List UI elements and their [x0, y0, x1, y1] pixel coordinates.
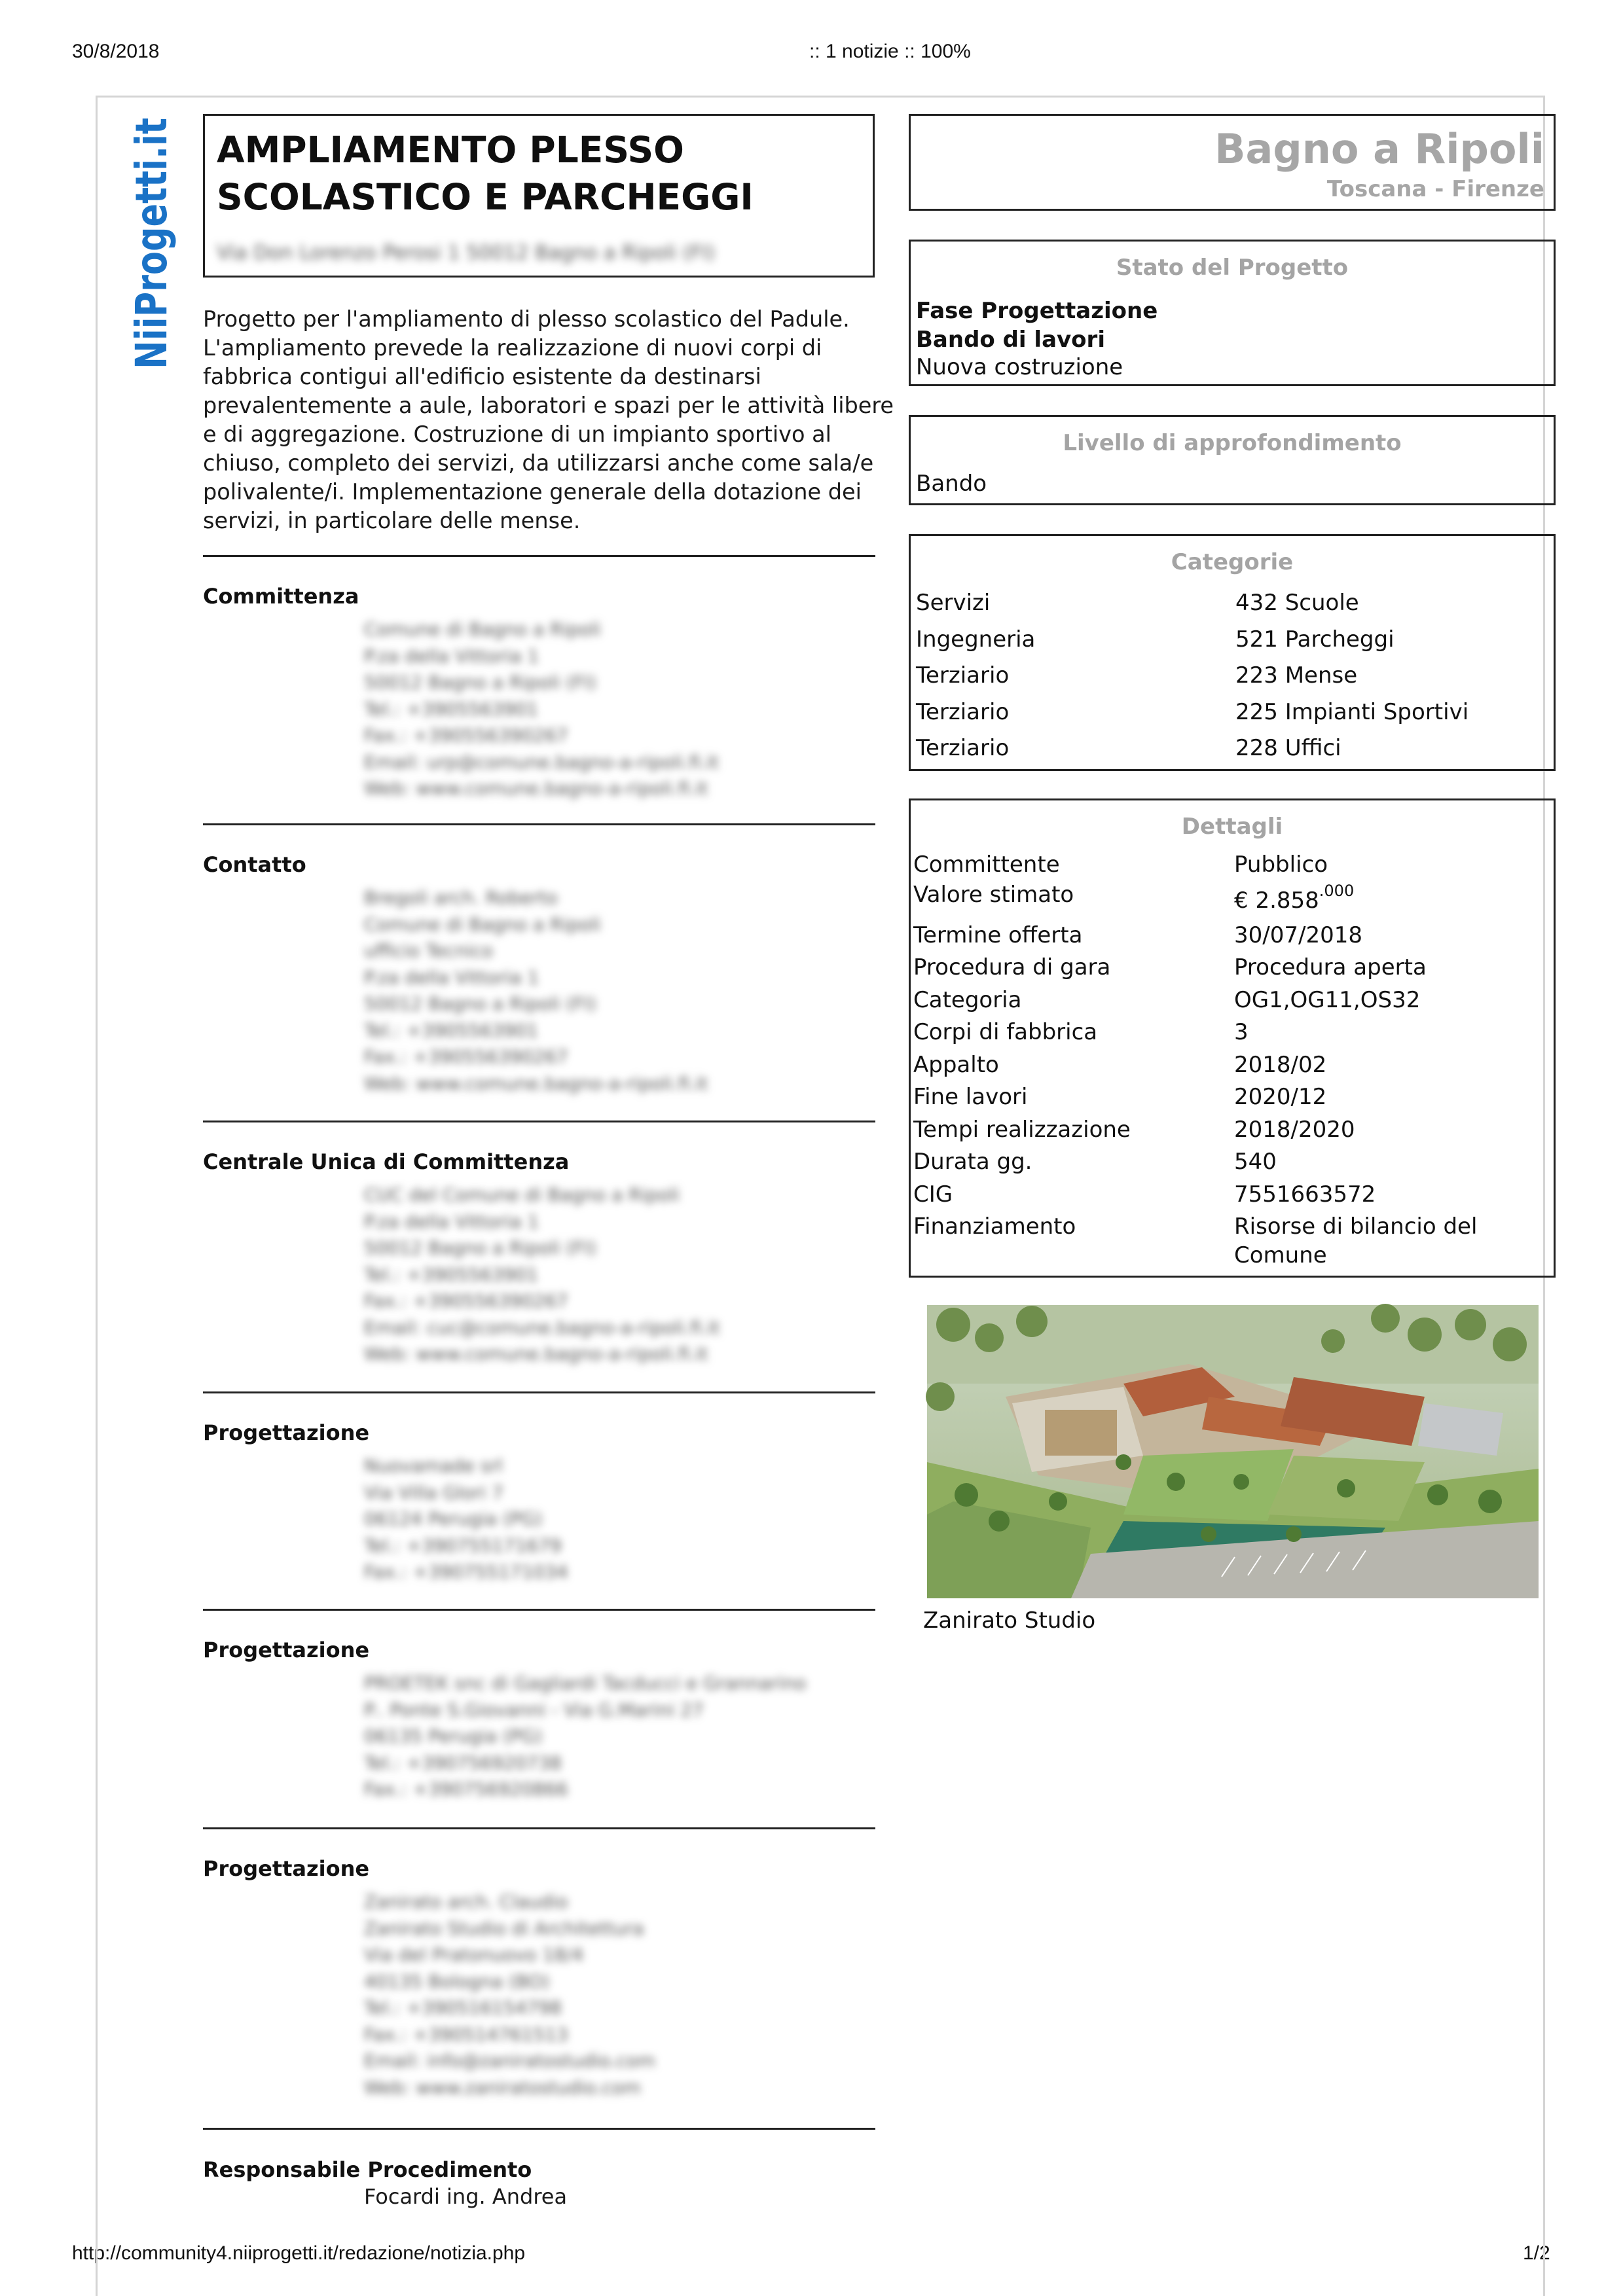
livello-heading: Livello di approfondimento — [1063, 430, 1402, 456]
contact-line: Zanirato arch. Claudio — [364, 1891, 568, 1912]
print-date: 30/8/2018 — [72, 41, 160, 62]
contact-line: Tel.: +3905563901 — [364, 1263, 539, 1285]
contact-line: Email: cuc@comune.bagno-a-ripoli.fi.it — [364, 1316, 720, 1338]
categorie-box — [909, 534, 1556, 771]
dettaglio-value: 2018/2020 — [1234, 1116, 1355, 1143]
description-line: prevalentemente a aule, laboratori e spazi per le attività libere — [203, 393, 894, 418]
divider — [203, 555, 875, 557]
dettaglio-value: 3 — [1234, 1019, 1249, 1045]
valore-stimato-value — [1234, 881, 1355, 914]
dettaglio-value: Risorse di bilancio del — [1234, 1213, 1478, 1240]
dettaglio-label: Appalto — [913, 1051, 999, 1078]
contact-line: PROETEK snc di Gagliardi Tacducci e Grannarino — [364, 1672, 807, 1694]
description-line: L'ampliamento prevede la realizzazione di nuovi corpi di — [203, 335, 822, 361]
contact-line: 50012 Bagno a Ripoli (FI) — [364, 993, 596, 1014]
project-title-box — [203, 114, 875, 278]
section-contact-details — [364, 1889, 655, 2101]
dettaglio-value: 540 — [1234, 1149, 1277, 1175]
divider — [203, 823, 875, 825]
location-region: Toscana - Firenze — [1326, 176, 1544, 202]
section-contact-details — [364, 885, 708, 1097]
categoria-code: 225 Impianti Sportivi — [1235, 698, 1469, 725]
contact-line: Comune di Bagno a Ripoli — [364, 913, 601, 935]
contact-line: P.za della Vittoria 1 — [364, 1210, 539, 1232]
contact-line: Email: info@zaniratostudio.com — [364, 2050, 655, 2072]
image-caption: Zanirato Studio — [923, 1607, 1096, 1634]
dettaglio-value: 7551663572 — [1234, 1181, 1376, 1208]
section-heading: Progettazione — [203, 1638, 370, 1662]
niiprogetti-logo[interactable] — [126, 52, 177, 370]
categoria-code: 432 Scuole — [1235, 590, 1359, 616]
print-page-title: :: 1 notizie :: 100% — [809, 41, 971, 62]
section-heading: Centrale Unica di Committenza — [203, 1149, 570, 1174]
dettagli-box — [909, 798, 1556, 1278]
categoria-macro: Servizi — [916, 590, 991, 616]
dettaglio-label: Committente — [913, 852, 1060, 878]
contact-line: Tel.: +3905563901 — [364, 1019, 539, 1041]
dettaglio-value: Procedura aperta — [1234, 954, 1427, 980]
description-line: e di aggregazione. Costruzione di un impianto sportivo al — [203, 422, 831, 447]
contact-line: Email: urp@comune.bagno-a-ripoli.fi.it — [364, 751, 719, 773]
dettaglio-label: Categoria — [913, 986, 1022, 1013]
contact-line: 06124 Perugia (PG) — [364, 1508, 543, 1530]
dettaglio-label: Fine lavori — [913, 1084, 1028, 1110]
valore-stimato-main: € 2.858 — [1234, 887, 1319, 914]
stato-box — [909, 240, 1556, 386]
contact-line: 06135 Perugia (PG) — [364, 1725, 543, 1747]
divider — [203, 1609, 875, 1611]
print-page-number: 1/2 — [1523, 2242, 1550, 2264]
contact-line: Fax.: +390556390267 — [364, 1290, 568, 1312]
contact-line: Fax.: +390514761513 — [364, 2023, 568, 2045]
categoria-macro: Terziario — [916, 662, 1010, 689]
categoria-code: 228 Uffici — [1235, 735, 1341, 761]
categoria-code: 223 Mense — [1235, 662, 1358, 689]
contact-line: Comune di Bagno a Ripoli — [364, 619, 601, 640]
dettaglio-value: Pubblico — [1234, 852, 1328, 878]
project-address: Via Don Lorenzo Perosi 1 50012 Bagno a Ripoli (FI) — [217, 242, 716, 264]
dettaglio-label: Termine offerta — [913, 922, 1083, 948]
divider — [203, 1121, 875, 1122]
stato-tipo: Nuova costruzione — [916, 354, 1123, 380]
divider — [203, 2128, 875, 2130]
dettaglio-label: Tempi realizzazione — [913, 1116, 1131, 1143]
dettaglio-label: Corpi di fabbrica — [913, 1019, 1098, 1045]
section-contact-details — [364, 1670, 806, 1803]
dettagli-heading: Dettagli — [1181, 814, 1283, 840]
categorie-heading: Categorie — [1171, 549, 1294, 575]
contact-line: Fax.: +390755171034 — [364, 1561, 568, 1583]
contact-line: P.. Ponte S.Giovanni - Via G.Marini 27 — [364, 1698, 704, 1721]
dettaglio-value: 2020/12 — [1234, 1084, 1327, 1110]
dettaglio-label: Procedura di gara — [913, 954, 1111, 980]
description-line: servizi, in particolare delle mense. — [203, 508, 581, 533]
contact-line: Nuovamade srl — [364, 1455, 503, 1477]
contact-line: Tel.: +390755171679 — [364, 1534, 562, 1556]
categoria-macro: Terziario — [916, 698, 1010, 725]
contact-line: Fax.: +390756920866 — [364, 1778, 568, 1800]
contact-line: Bregoli arch. Roberto — [364, 887, 558, 908]
description-line: polivalente/i. Implementazione generale della dotazione dei — [203, 479, 862, 505]
contact-line: Via Villa Glori 7 — [364, 1481, 503, 1503]
description-line: fabbrica contigui all'edificio esistente da destinarsi — [203, 364, 761, 389]
divider — [203, 1827, 875, 1829]
contact-line: Fax.: +390556390267 — [364, 725, 568, 746]
contact-line: Tel.: +3905563901 — [364, 698, 539, 720]
section-heading: Committenza — [203, 584, 359, 609]
logo-text: NiiProgetti.it — [126, 52, 177, 369]
responsabile-heading: Responsabile Procedimento — [203, 2157, 532, 2182]
description-line: Progetto per l'ampliamento di plesso scolastico del Padule. — [203, 306, 850, 332]
stato-bando: Bando di lavori — [916, 327, 1105, 353]
contact-line: Fax.: +390556390267 — [364, 1046, 568, 1067]
responsabile-name: Focardi ing. Andrea — [364, 2184, 568, 2209]
contact-line: P.za della Vittoria 1 — [364, 966, 539, 988]
livello-box — [909, 415, 1556, 505]
description-line: chiuso, completo dei servizi, da utilizzarsi anche come sala/e — [203, 450, 874, 476]
project-description — [203, 305, 894, 535]
contact-line: Web: www.zaniratostudio.com — [364, 2076, 641, 2098]
dettaglio-label: CIG — [913, 1181, 953, 1208]
page-title — [217, 126, 865, 221]
contact-line: Web: www.comune.bagno-a-ripoli.fi.it — [364, 1343, 708, 1365]
stato-heading: Stato del Progetto — [1116, 255, 1349, 281]
contact-line: Tel.: +390756920738 — [364, 1751, 562, 1774]
contact-line: Zanirato Studio di Architettura — [364, 1917, 644, 1939]
section-contact-details — [364, 617, 719, 802]
contact-line: P.za della Vittoria 1 — [364, 645, 539, 667]
title-line-1: AMPLIAMENTO PLESSO — [217, 129, 684, 171]
responsabile-details — [364, 2183, 567, 2210]
section-heading: Contatto — [203, 852, 306, 877]
contact-line: Web: www.comune.bagno-a-ripoli.fi.it — [364, 1072, 708, 1094]
stato-fase: Fase Progettazione — [916, 298, 1158, 324]
dettaglio-value: OG1,OG11,OS32 — [1234, 986, 1421, 1013]
categoria-code: 521 Parcheggi — [1235, 626, 1395, 653]
section-contact-details — [364, 1182, 720, 1368]
valore-stimato-sup: .000 — [1319, 881, 1355, 900]
contact-line: 50012 Bagno a Ripoli (FI) — [364, 672, 596, 693]
location-box — [909, 114, 1556, 211]
section-heading: Progettazione — [203, 1420, 370, 1445]
dettaglio-label: Finanziamento — [913, 1213, 1076, 1240]
livello-value: Bando — [916, 471, 987, 497]
categoria-macro: Ingegneria — [916, 626, 1036, 653]
divider — [203, 1391, 875, 1393]
dettaglio-value: Comune — [1234, 1242, 1327, 1268]
section-heading: Progettazione — [203, 1856, 370, 1881]
contact-line: Web: www.comune.bagno-a-ripoli.fi.it — [364, 778, 708, 799]
valore-stimato-label: Valore stimato — [913, 881, 1074, 908]
section-contact-details — [364, 1453, 568, 1586]
contact-line: Via del Pratonuovo 18/4 — [364, 1944, 584, 1965]
print-url: http://community4.niiprogetti.it/redazione/notizia.php — [72, 2242, 526, 2264]
dettaglio-label: Durata gg. — [913, 1149, 1032, 1175]
contact-line: Tel.: +390516154798 — [364, 1997, 562, 2018]
contact-line: CUC del Comune di Bagno a Ripoli — [364, 1184, 680, 1206]
contact-line: ufficio Tecnico — [364, 940, 494, 961]
title-line-2: SCOLASTICO E PARCHEGGI — [217, 176, 754, 218]
dettaglio-value: 2018/02 — [1234, 1051, 1327, 1078]
dettaglio-value: 30/07/2018 — [1234, 922, 1362, 948]
contact-line: 40135 Bologna (BO) — [364, 1970, 550, 1992]
project-rendering-image — [927, 1305, 1539, 1598]
location-city: Bagno a Ripoli — [1214, 125, 1544, 173]
contact-line: 50012 Bagno a Ripoli (FI) — [364, 1237, 596, 1259]
categoria-macro: Terziario — [916, 735, 1010, 761]
